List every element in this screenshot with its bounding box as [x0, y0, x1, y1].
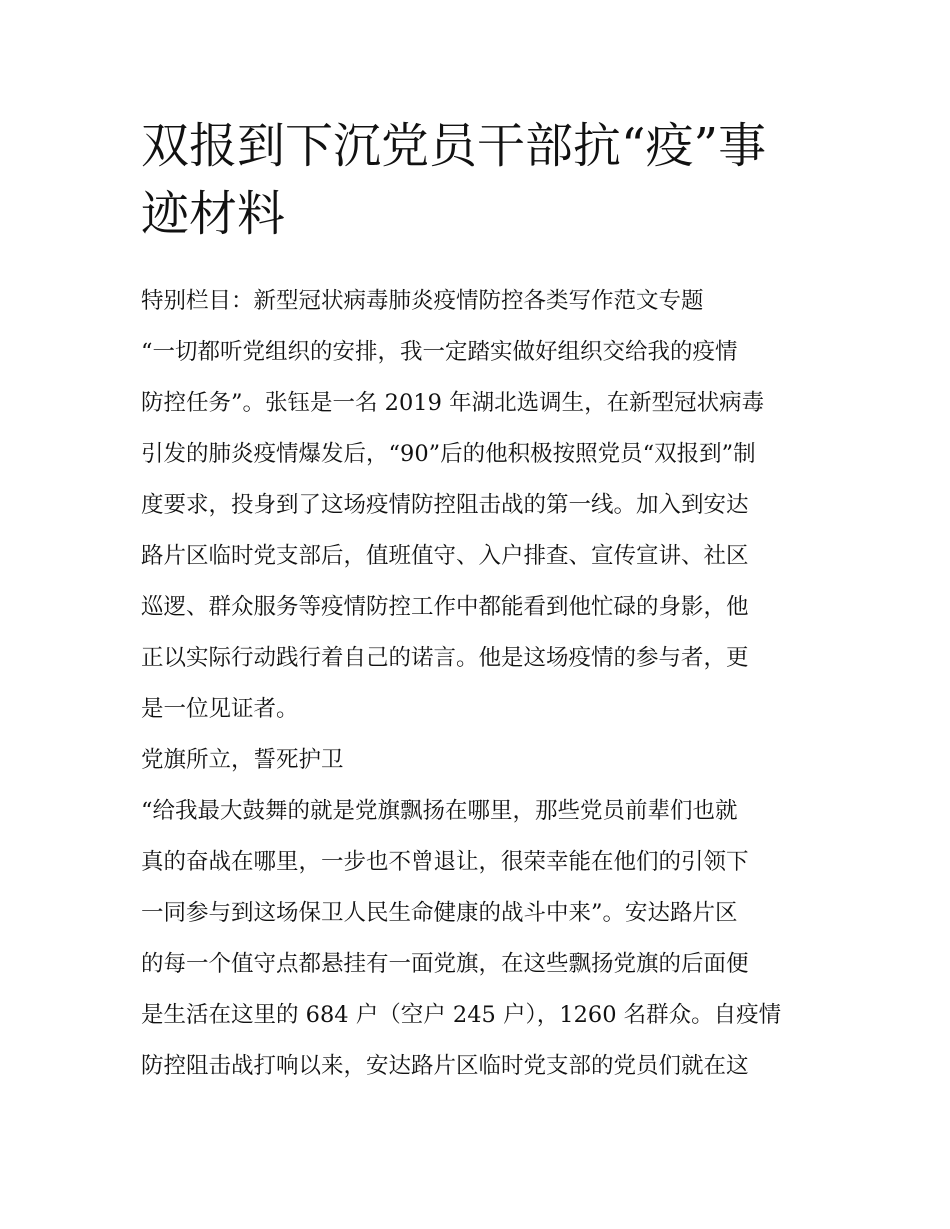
paragraph-line: 度要求，投身到了这场疫情防控阻击战的第一线。加入到安达	[141, 492, 749, 518]
document-title	[141, 112, 813, 248]
paragraph-line: “一切都听党组织的安排，我一定踏实做好组织交给我的疫情	[141, 339, 738, 365]
title-line-2: 迹材料	[141, 186, 286, 242]
special-column-line: 特别栏目：新型冠状病毒肺炎疫情防控各类写作范文专题	[141, 288, 704, 314]
paragraph-line: 一同参与到这场保卫人民生命健康的战斗中来”。安达路片区	[141, 900, 738, 926]
document-body	[141, 276, 813, 1092]
section-heading: 党旗所立，誓死护卫	[141, 747, 344, 773]
paragraph-line: 引发的肺炎疫情爆发后，“90”后的他积极按照党员“双报到”制	[141, 441, 756, 467]
paragraph-line: 防控阻击战打响以来，安达路片区临时党支部的党员们就在这	[141, 1053, 749, 1079]
paragraph-line: “给我最大鼓舞的就是党旗飘扬在哪里，那些党员前辈们也就	[141, 798, 738, 824]
paragraph-line: 是生活在这里的 684 户（空户 245 户），1260 名群众。自疫情	[141, 1002, 782, 1028]
paragraph-line: 正以实际行动践行着自己的诺言。他是这场疫情的参与者，更	[141, 645, 749, 671]
document-page	[141, 112, 813, 1092]
paragraph-line: 是一位见证者。	[141, 696, 299, 722]
paragraph-line: 防控任务”。张钰是一名 2019 年湖北选调生，在新型冠状病毒	[141, 390, 765, 416]
paragraph-line: 巡逻、群众服务等疫情防控工作中都能看到他忙碌的身影，他	[141, 594, 749, 620]
paragraph-line: 真的奋战在哪里，一步也不曾退让，很荣幸能在他们的引领下	[141, 849, 749, 875]
title-line-1: 双报到下沉党员干部抗“疫”事	[141, 118, 767, 174]
paragraph-line: 路片区临时党支部后，值班值守、入户排查、宣传宣讲、社区	[141, 543, 749, 569]
paragraph-line: 的每一个值守点都悬挂有一面党旗，在这些飘扬党旗的后面便	[141, 951, 749, 977]
